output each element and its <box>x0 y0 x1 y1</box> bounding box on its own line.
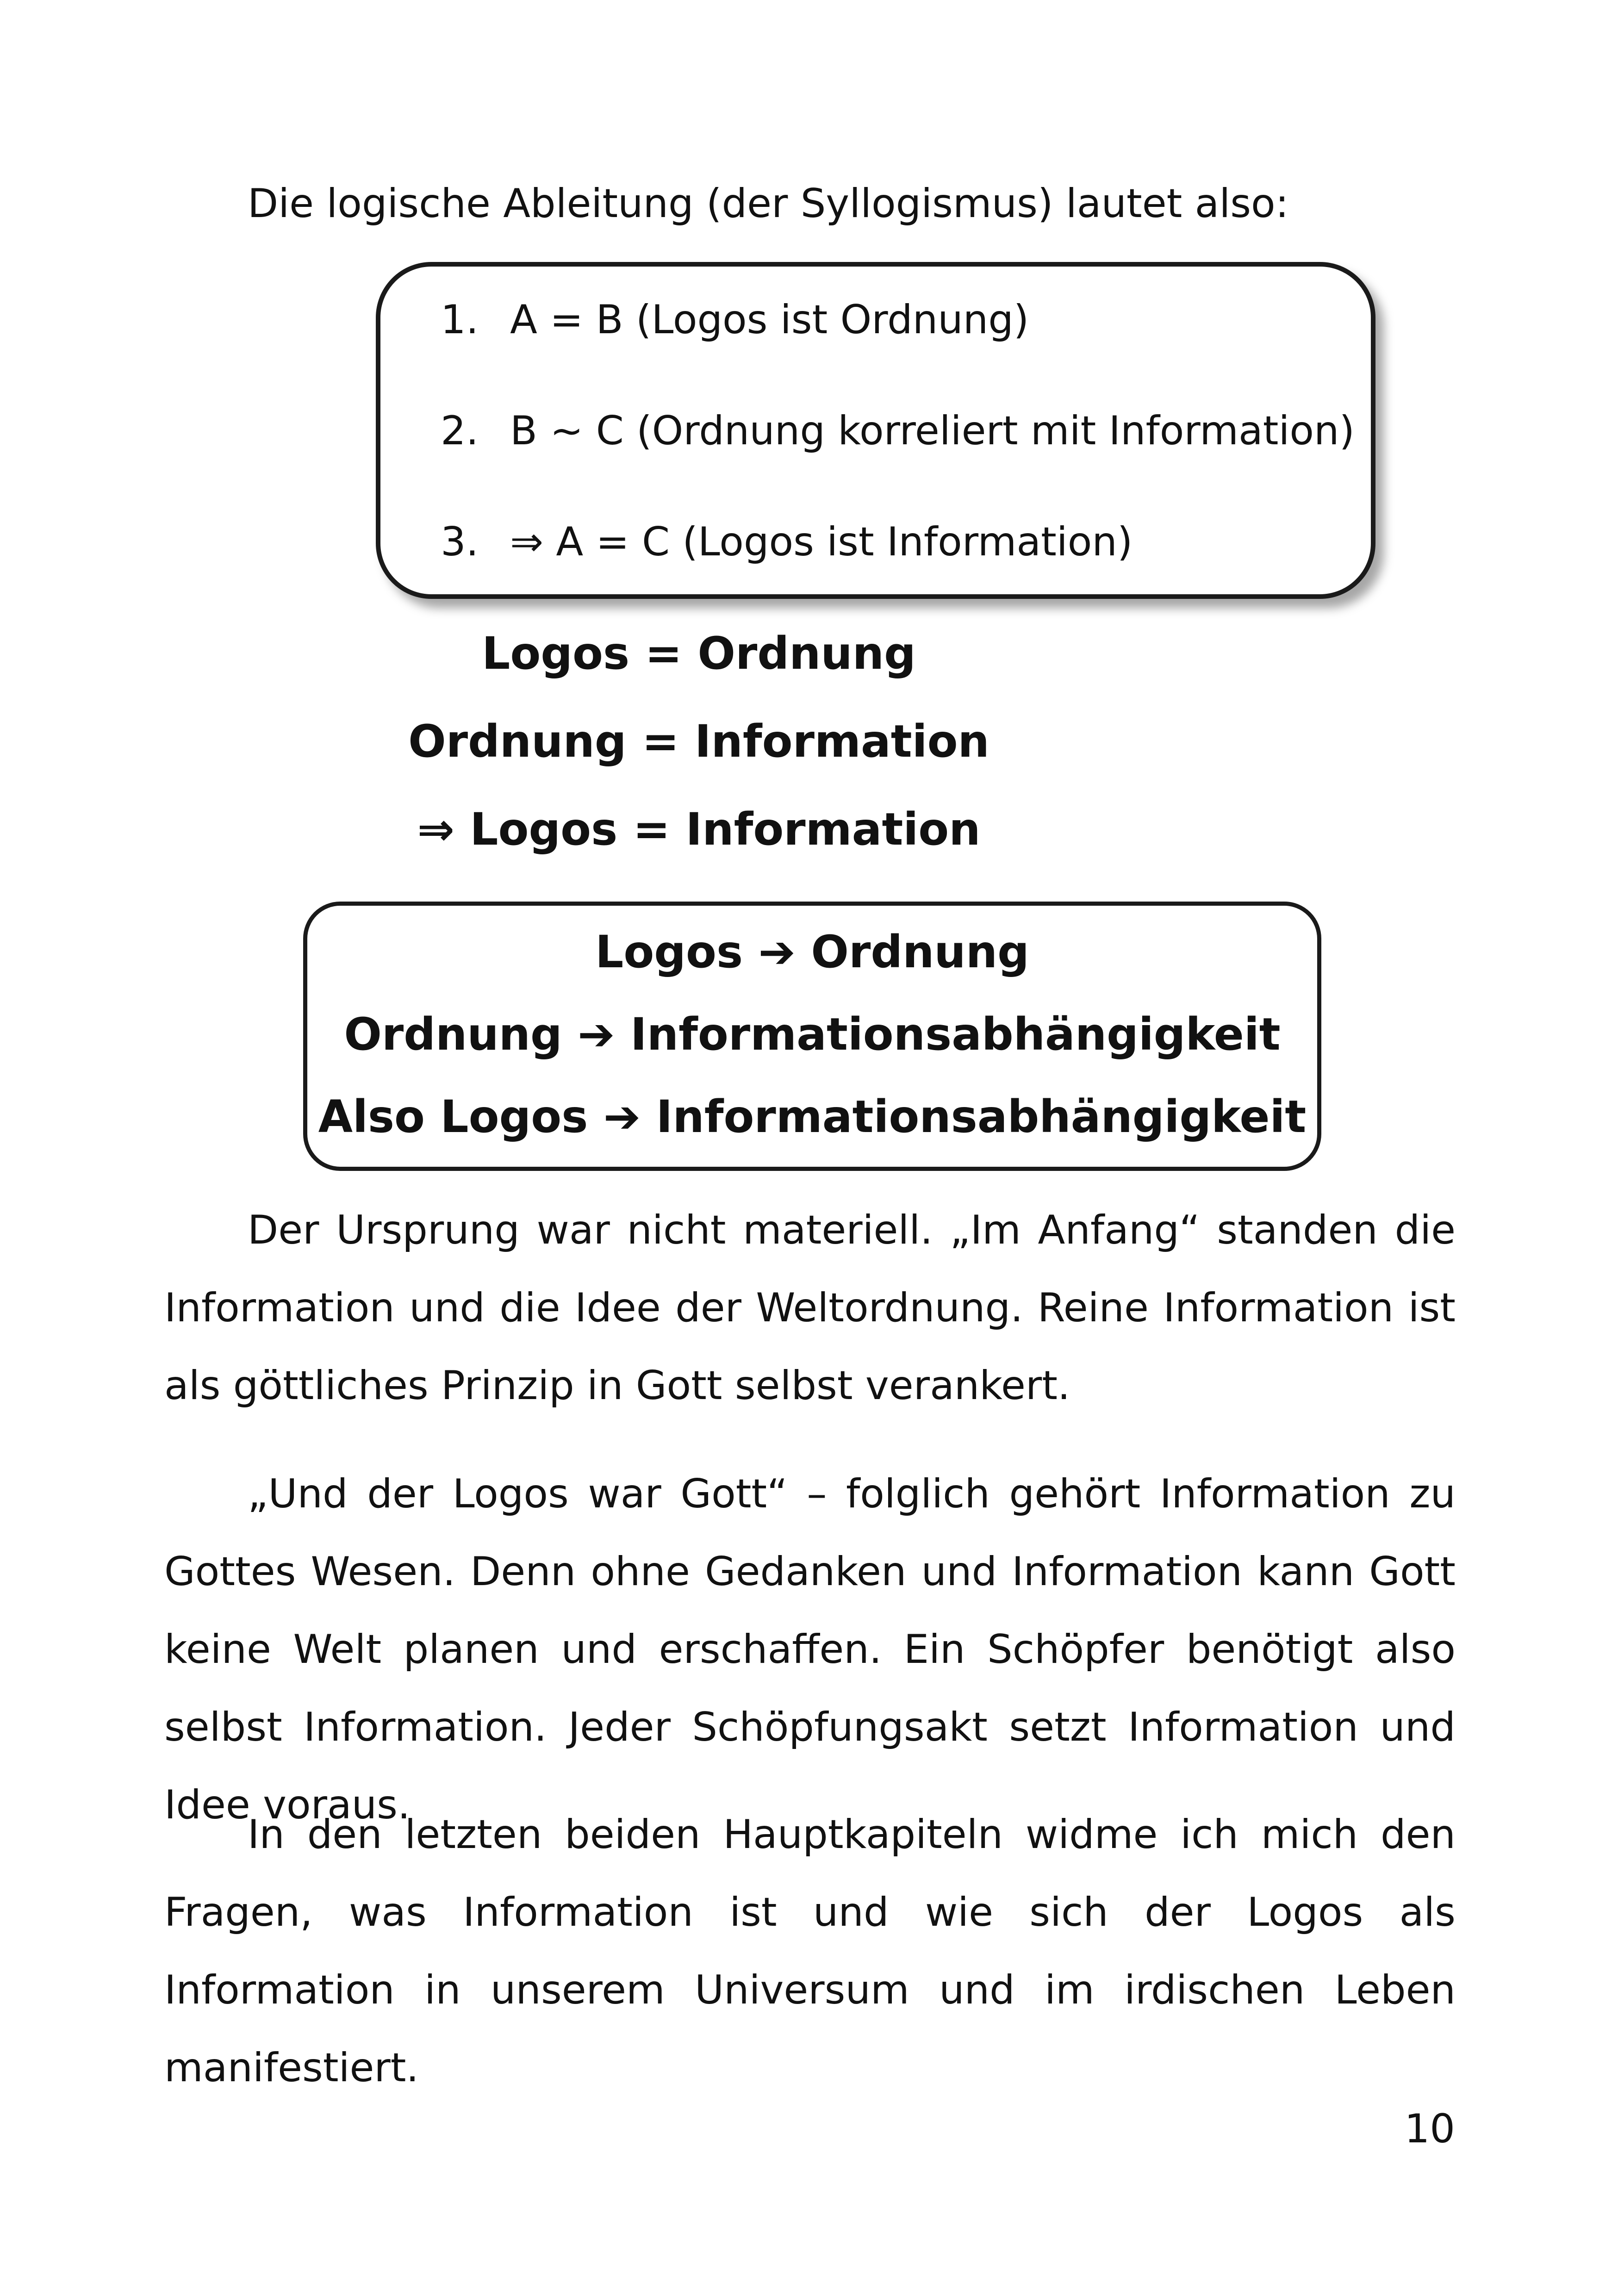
item-text: ⇒ A = C (Logos ist Information) <box>510 519 1133 565</box>
implication-box <box>303 902 1321 1171</box>
body-paragraph: In den letzten beiden Hauptkapiteln widme ich mich den Fragen, was Information ist und wie sich der Logos als Information in unserem Universum und im irdischen Leben manifestiert. <box>164 1811 1456 2091</box>
equation-line: Ordnung = Information <box>408 716 989 767</box>
syllogism-item <box>441 516 1133 567</box>
implication-line: Ordnung ➔ Informationsabhängigkeit <box>344 1008 1281 1060</box>
implication-line: Also Logos ➔ Informationsabhängigkeit <box>318 1091 1307 1143</box>
item-text: B ~ C (Ordnung korreliert mit Information) <box>510 408 1355 454</box>
page-number: 10 <box>1404 2106 1455 2152</box>
item-text: A = B (Logos ist Ordnung) <box>510 297 1029 343</box>
body-paragraph: „Und der Logos war Gott“ – folglich gehört Information zu Gottes Wesen. Denn ohne Gedanken und Information kann Gott keine Welt planen und erschaffen. Ein Schöpfer benötigt also selbst Information. Jeder Schöpfungsakt setzt Information und Idee voraus. <box>164 1471 1456 1828</box>
syllogism-item <box>441 294 1029 345</box>
item-number: 1. <box>441 297 479 343</box>
syllogism-box <box>376 262 1375 599</box>
equation-line: Logos = Ordnung <box>482 628 916 679</box>
intro-sentence: Die logische Ableitung (der Syllogismus) lautet also: <box>248 180 1289 227</box>
syllogism-item <box>441 405 1355 456</box>
equation-line: ⇒ Logos = Information <box>417 803 981 855</box>
implication-line: Logos ➔ Ordnung <box>595 926 1029 978</box>
body-paragraph: Der Ursprung war nicht materiell. „Im Anfang“ standen die Information und die Idee der Weltordnung. Reine Information ist als göttliches Prinzip in Gott selbst verankert. <box>164 1207 1456 1409</box>
item-number: 3. <box>441 519 479 565</box>
item-number: 2. <box>441 408 479 454</box>
